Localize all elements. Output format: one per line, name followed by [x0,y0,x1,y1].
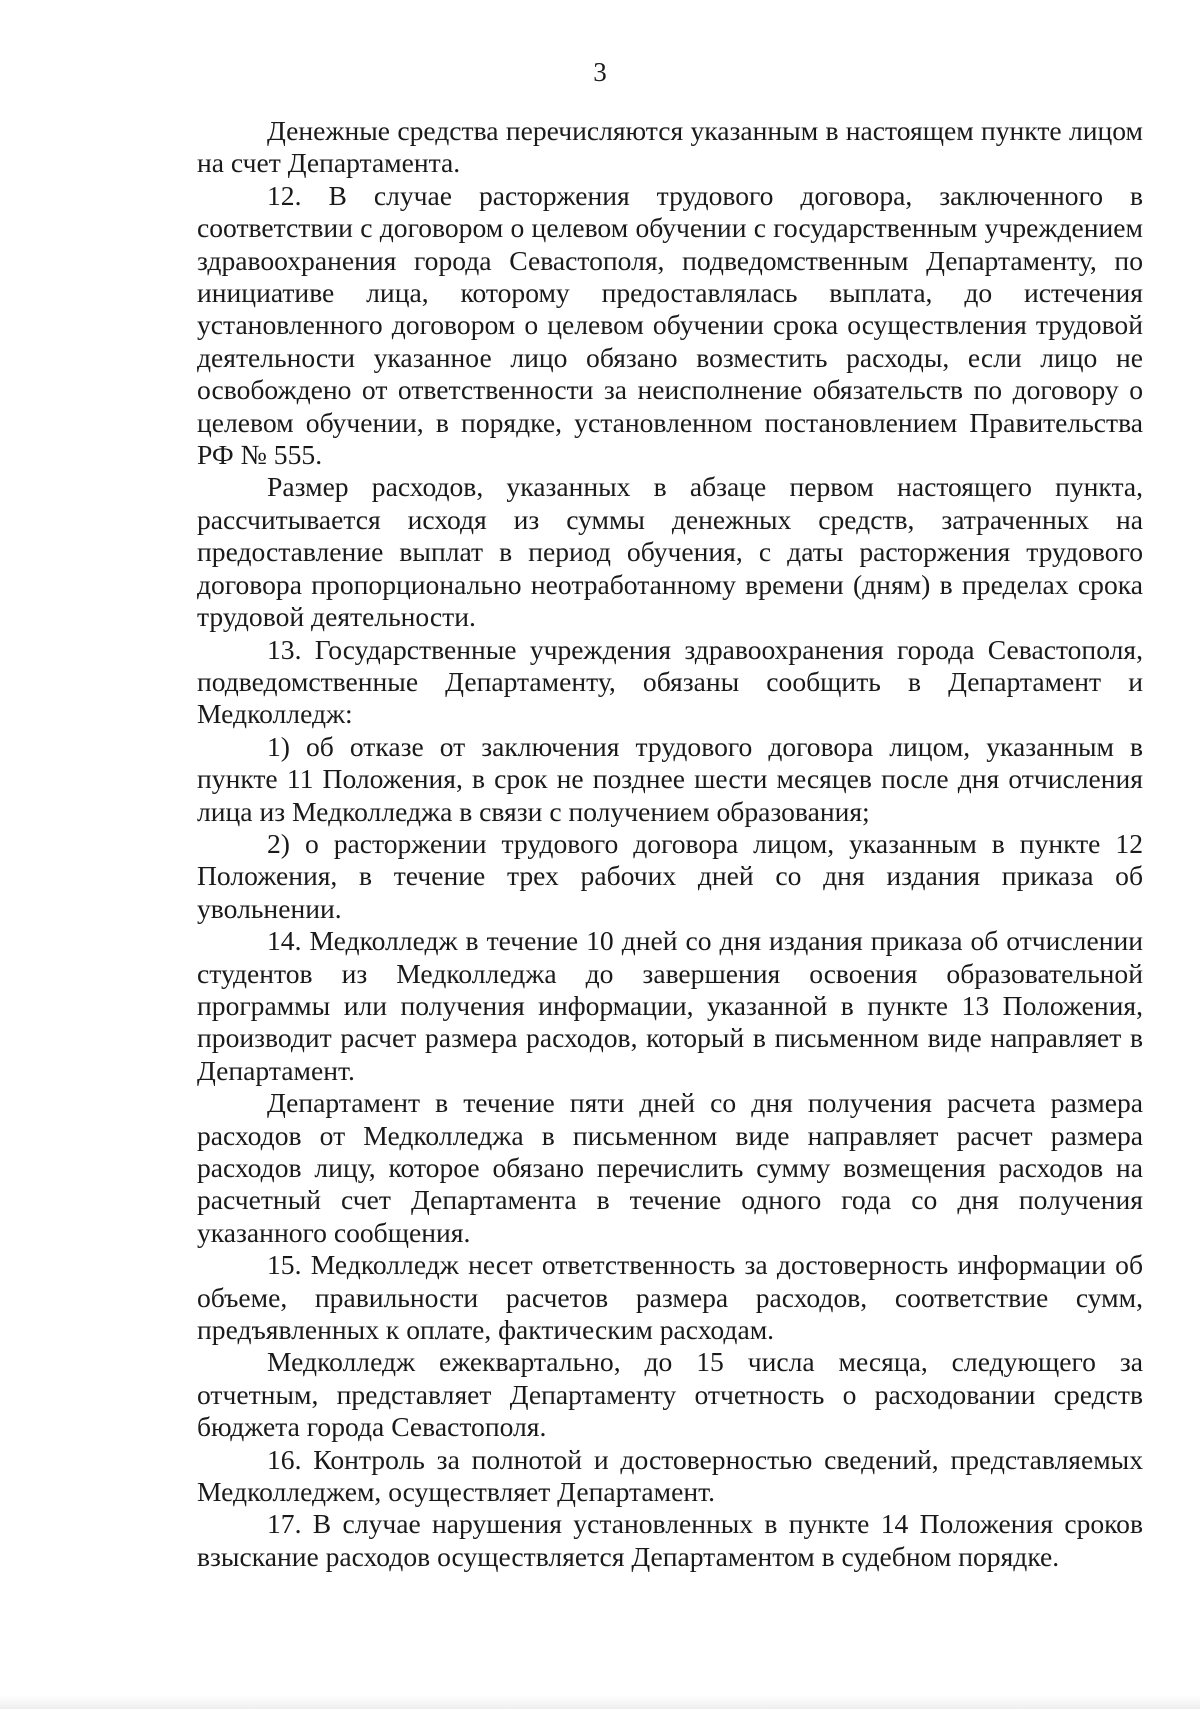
paragraph-department-notice: Департамент в течение пяти дней со дня получения расчета размера расходов от Медколледжа в письменном виде направляет расчет размера расходов лицу, которое обязано перечислить сумму возмещения расходов на расчетный счет Департамента в течение одного года со дня получения указанного сообщения. [197,1087,1143,1248]
paragraph-item-13: 13. Государственные учреждения здравоохранения города Севастополя, подведомственные Департаменту, обязаны сообщить в Департамент и Медколледж: [197,633,1143,730]
paragraph-item-17: 17. В случае нарушения установленных в пункте 14 Положения сроков взыскание расходов осуществляется Департаментом в судебном порядке. [197,1508,1143,1572]
document-body [197,115,1143,1573]
paragraph-item-15: 15. Медколледж несет ответственность за достоверность информации об объеме, правильности расчетов размера расходов, соответствие сумм, предъявленных к оплате, фактическим расходам. [197,1249,1143,1346]
paragraph-funds-transfer: Денежные средства перечисляются указанным в настоящем пункте лицом на счет Департамента. [197,115,1143,179]
scan-bottom-edge [0,1695,1200,1709]
paragraph-item-12: 12. В случае расторжения трудового договора, заключенного в соответствии с договором о целевом обучении с государственным учреждением здравоохранения города Севастополя, подведомственным Департаменту, по инициативе лица, которому предоставлялась выплата, до истечения установленного договором о целевом обучении срока осуществления трудовой деятельности указанное лицо обязано возместить расходы, если лицо не освобождено от ответственности за неисполнение обязательств по договору о целевом обучении, в порядке, установленном постановлением Правительства РФ № 555. [197,179,1143,471]
page-number: 3 [593,57,607,87]
paragraph-item-13-sub-1: 1) об отказе от заключения трудового договора лицом, указанным в пункте 11 Положения, в срок не позднее шести месяцев после дня отчисления лица из Медколледжа в связи с получением образования; [197,730,1143,827]
paragraph-quarterly-report: Медколледж ежеквартально, до 15 числа месяца, следующего за отчетным, представляет Департаменту отчетность о расходовании средств бюджета города Севастополя. [197,1346,1143,1443]
paragraph-item-13-sub-2: 2) о расторжении трудового договора лицом, указанным в пункте 12 Положения, в течение трех рабочих дней со дня издания приказа об увольнении. [197,827,1143,924]
paragraph-item-16: 16. Контроль за полнотой и достоверностью сведений, представляемых Медколледжем, осуществляет Департамент. [197,1443,1143,1508]
paragraph-expense-amount: Размер расходов, указанных в абзаце первом настоящего пункта, рассчитывается исходя из суммы денежных средств, затраченных на предоставление выплат в период обучения, с даты расторжения трудового договора пропорционально неотработанному времени (дням) в пределах срока трудовой деятельности. [197,471,1143,633]
paragraph-item-14: 14. Медколледж в течение 10 дней со дня издания приказа об отчислении студентов из Медколледжа до завершения освоения образовательной программы или получения информации, указанной в пункте 13 Положения, производит расчет размера расходов, который в письменном виде направляет в Департамент. [197,925,1143,1086]
